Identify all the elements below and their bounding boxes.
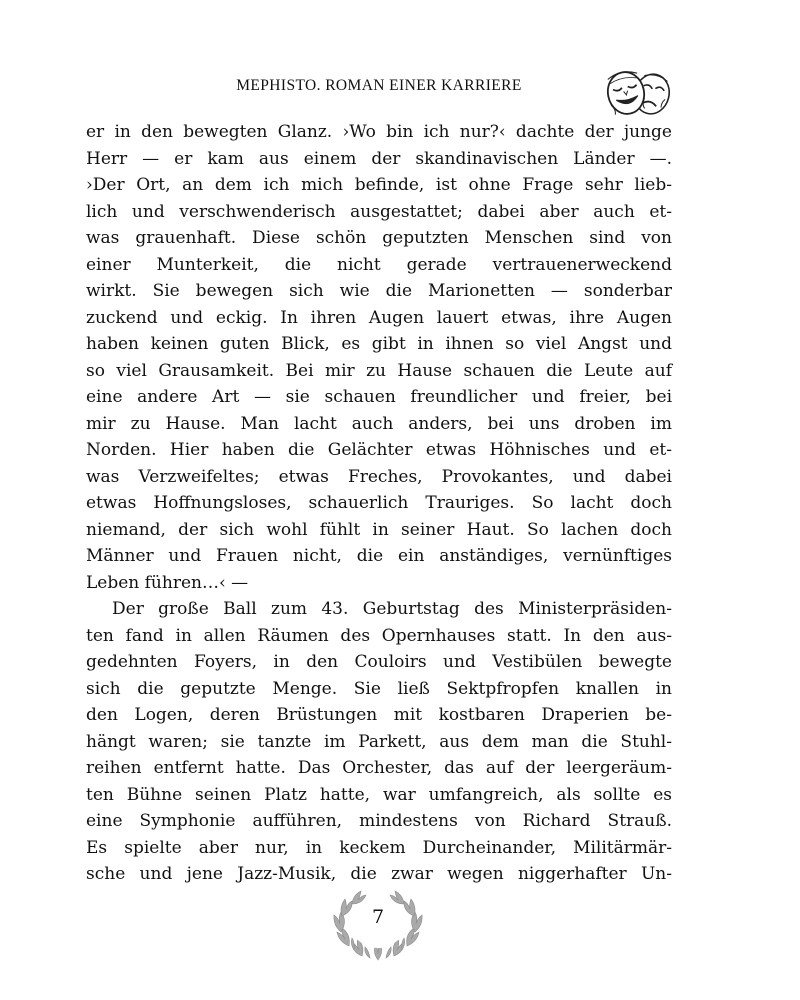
text-line: so viel Grausamkeit. Bei mir zu Hause schauen die Leute auf	[86, 360, 672, 381]
text-line: ›Der Ort, an dem ich mich befinde, ist ohne Frage sehr lieb-	[86, 175, 672, 195]
text-line: Norden. Hier haben die Gelächter etwas Höhnisches und et-	[86, 440, 672, 460]
page-number-ornament	[330, 888, 426, 964]
text-line: Der große Ball zum 43. Geburtstag des Ministerpräsiden-	[112, 599, 672, 619]
text-line: Männer und Frauen nicht, die ein anständiges, vernünftiges	[86, 546, 672, 566]
page-number: 7	[371, 906, 385, 928]
text-line: er in den bewegten Glanz. ›Wo bin ich nur?‹ dachte der junge	[86, 122, 672, 142]
text-line: hängt waren; sie tanzte im Parkett, aus dem man die Stuhl-	[86, 731, 672, 752]
paragraph	[86, 119, 672, 596]
text-line: ten fand in allen Räumen des Opernhauses statt. In den aus-	[86, 625, 672, 646]
text-line: einer Munterkeit, die nicht gerade vertrauenerweckend	[86, 254, 672, 275]
text-line: mir zu Hause. Man lacht auch anders, bei uns droben im	[86, 413, 672, 434]
body-text	[86, 119, 672, 888]
text-line: eine andere Art — sie schauen freundlicher und freier, bei	[86, 387, 672, 407]
running-head: MEPHISTO. ROMAN EINER KARRIERE	[236, 77, 522, 94]
text-line: sche und jene Jazz-Musik, die zwar wegen niggerhafter Un-	[86, 864, 672, 884]
text-line: etwas Hoffnungsloses, schauerlich Trauriges. So lacht doch	[86, 493, 672, 513]
text-line: Leben führen…‹ —	[86, 572, 249, 593]
text-line: sich die geputzte Menge. Sie ließ Sektpfropfen knallen in	[86, 678, 672, 699]
text-line: gedehnten Foyers, in den Couloirs und Vestibülen bewegte	[86, 652, 672, 672]
text-line: was Verzweifeltes; etwas Freches, Provokantes, und dabei	[86, 466, 672, 487]
text-line: Herr — er kam aus einem der skandinavischen Länder —.	[86, 148, 672, 169]
text-line: lich und verschwenderisch ausgestattet; dabei aber auch et-	[86, 201, 672, 222]
text-line: zuckend und eckig. In ihren Augen lauert etwas, ihre Augen	[86, 307, 672, 328]
text-line: wirkt. Sie bewegen sich wie die Marionetten — sonderbar	[86, 281, 672, 301]
text-line: den Logen, deren Brüstungen mit kostbaren Draperien be-	[86, 705, 672, 725]
text-line: ten Bühne seinen Platz hatte, war umfangreich, als sollte es	[86, 784, 672, 805]
text-line: was grauenhaft. Diese schön geputzten Menschen sind von	[86, 228, 672, 248]
text-line: eine Symphonie aufführen, mindestens von Richard Strauß.	[86, 811, 672, 831]
text-line: haben keinen guten Blick, es gibt in ihnen so viel Angst und	[86, 334, 672, 354]
theatre-masks-icon	[602, 68, 676, 120]
text-line: niemand, der sich wohl fühlt in seiner Haut. So lachen doch	[86, 519, 672, 540]
paragraph	[86, 596, 672, 888]
text-line: reihen entfernt hatte. Das Orchester, das auf der leergeräum-	[86, 758, 672, 778]
text-line: Es spielte aber nur, in keckem Durcheinander, Militärmär-	[86, 837, 672, 858]
